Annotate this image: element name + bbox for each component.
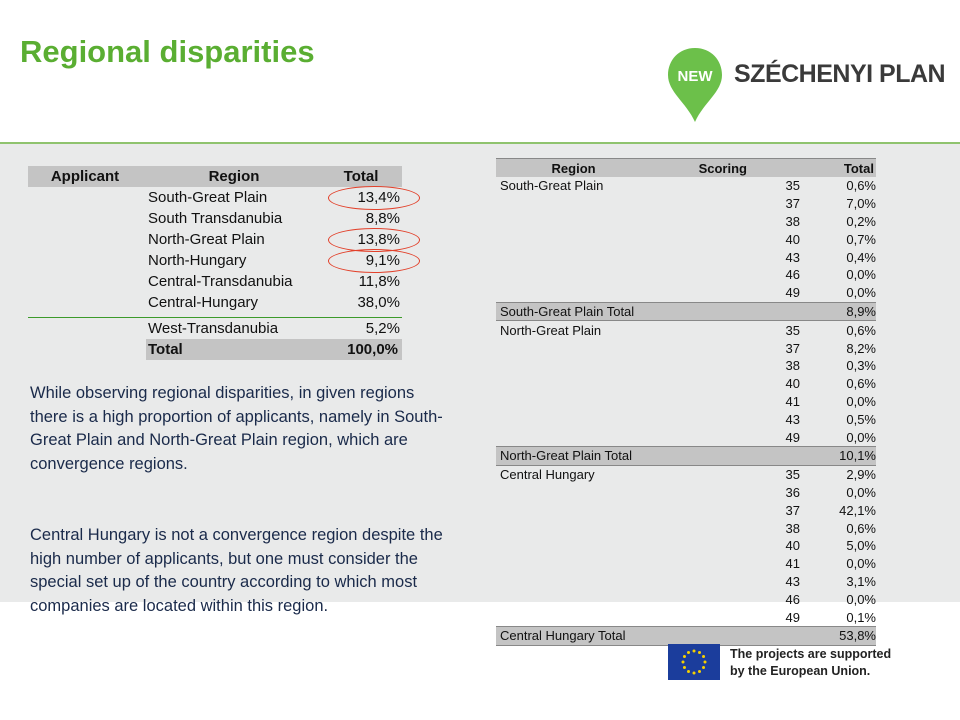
total-cell: 8,9% [846,303,876,319]
eu-star [687,651,690,654]
logo-badge: NEW [677,68,713,85]
scoring-cell: 40 [785,231,800,247]
eu-star [698,670,701,673]
total-cell: 0,6% [846,322,876,338]
table-row [28,317,402,339]
total-cell: 0,1% [846,609,876,625]
table-row [496,177,876,195]
eu-text-line1: The projects are supported [730,647,892,661]
scoring-cell: 40 [785,376,800,392]
header-region: Region [551,160,596,176]
scoring-cell: 41 [785,556,800,572]
total-cell: 0,6% [846,178,876,194]
table-row [496,501,876,519]
eu-support-notice [668,644,918,684]
region-scoring-table [496,158,876,646]
szechenyi-plan-logo [666,46,946,126]
table-row [28,271,402,292]
total-cell: 38,0% [357,294,400,311]
scoring-cell: 43 [785,411,800,427]
total-cell: 0,0% [846,393,876,409]
header-divider [0,142,960,144]
paragraph-central-hungary: Central Hungary is not a convergence region despite the high number of applicants, but one must consider the special set up of the country according to which most companies are located within this region. [30,526,443,615]
total-cell: 0,0% [846,591,876,607]
region-cell: South-Great Plain Total [500,303,635,319]
table-row [496,519,876,537]
region-cell: Central Hungary [500,467,595,483]
total-cell: 0,0% [846,267,876,283]
table-row [496,484,876,502]
header-region: Region [208,168,260,185]
table-row [496,321,876,339]
table-row [28,292,402,313]
total-cell: 0,2% [846,213,876,229]
scoring-cell: 49 [785,609,800,625]
scoring-cell: 41 [785,393,800,409]
table-header [496,158,876,177]
eu-star [683,666,686,669]
total-cell: 11,8% [358,273,400,290]
region-cell: South-Great Plain [148,189,268,206]
scoring-cell: 46 [785,591,800,607]
region-cell: North-Great Plain [500,322,602,338]
total-cell: 2,9% [846,467,876,483]
total-cell: 0,4% [846,249,876,265]
total-cell: 9,1% [365,252,400,269]
scoring-cell: 37 [785,196,800,212]
total-cell: 0,7% [846,231,876,247]
subtotal-row [496,446,876,466]
table-total-row [146,339,402,360]
region-cell: Central-Transdanubia [148,273,293,290]
scoring-cell: 49 [785,285,800,301]
table-row [496,537,876,555]
scoring-cell: 35 [785,322,800,338]
total-cell: 53,8% [839,628,876,644]
region-cell: North-Hungary [148,252,247,269]
scoring-cell: 37 [785,502,800,518]
subtotal-row [496,302,876,322]
table-row [496,590,876,608]
table-row [496,248,876,266]
header-total: Total [343,168,379,185]
total-cell: 0,5% [846,411,876,427]
eu-text-line2: by the European Union. [730,664,871,678]
scoring-cell: 37 [785,340,800,356]
total-cell: 3,1% [846,573,876,589]
scoring-cell: 36 [785,484,800,500]
region-cell: North-Great Plain [148,231,265,248]
total-cell: 0,0% [846,484,876,500]
table-row [496,608,876,626]
scoring-cell: 38 [785,213,800,229]
eu-star [683,655,686,658]
page-title: Regional disparities [20,34,315,69]
table-row [496,410,876,428]
total-cell: 13,8% [357,231,400,248]
region-cell: Central Hungary Total [500,628,626,644]
total-cell: 0,0% [846,429,876,445]
region-cell: South Transdanubia [148,210,283,227]
table-row [496,555,876,573]
total-value: 100,0% [347,341,398,358]
total-cell: 0,0% [846,556,876,572]
table-row [496,266,876,284]
total-cell: 10,1% [839,448,876,464]
header-applicant: Applicant [50,168,120,185]
region-cell: South-Great Plain [500,178,604,194]
total-cell: 0,0% [846,285,876,301]
total-cell: 7,0% [846,196,876,212]
eu-star [704,661,707,664]
region-cell: Central-Hungary [148,294,259,311]
eu-star [698,651,701,654]
table-row [496,357,876,375]
total-cell: 8,2% [846,340,876,356]
table-row [496,393,876,411]
eu-star [682,661,685,664]
total-cell: 8,8% [365,210,400,227]
scoring-cell: 38 [785,520,800,536]
table-row [496,466,876,484]
scoring-cell: 43 [785,249,800,265]
location-pin-icon [666,46,724,124]
total-label: Total [148,341,183,358]
region-cell: North-Great Plain Total [500,448,632,464]
eu-flag-icon [668,644,720,680]
table-row [496,339,876,357]
table-row [496,195,876,213]
region-cell: West-Transdanubia [148,320,279,337]
table-row [28,208,402,229]
table-row [496,213,876,231]
eu-star [702,666,705,669]
total-cell: 5,2% [365,320,400,337]
table-header [28,166,402,187]
header-total: Total [843,160,874,176]
total-cell: 5,0% [846,538,876,554]
paragraph-convergence: While observing regional disparities, in given regions there is a high proportion of applicants, namely in South-Great Plain and North-Great Plain region, which are convergence regions. [30,384,443,473]
eu-star [693,672,696,675]
scoring-cell: 43 [785,573,800,589]
table-row [496,375,876,393]
logo-text: SZÉCHENYI PLAN [734,60,946,88]
total-cell: 0,6% [846,520,876,536]
eu-star [687,670,690,673]
table-row [496,230,876,248]
scoring-cell: 46 [785,267,800,283]
eu-star [693,650,696,653]
header-scoring: Scoring [698,160,747,176]
total-cell: 0,6% [846,376,876,392]
subtotal-row [496,626,876,646]
scoring-cell: 49 [785,429,800,445]
scoring-cell: 40 [785,538,800,554]
highlight-circle [328,249,420,273]
table-row [496,428,876,446]
scoring-cell: 38 [785,358,800,374]
total-cell: 42,1% [839,502,876,518]
highlight-circle [328,186,420,210]
total-cell: 13,4% [357,189,400,206]
table-row [496,284,876,302]
scoring-cell: 35 [785,467,800,483]
eu-star [702,655,705,658]
total-cell: 0,3% [846,358,876,374]
table-row [496,573,876,591]
scoring-cell: 35 [785,178,800,194]
